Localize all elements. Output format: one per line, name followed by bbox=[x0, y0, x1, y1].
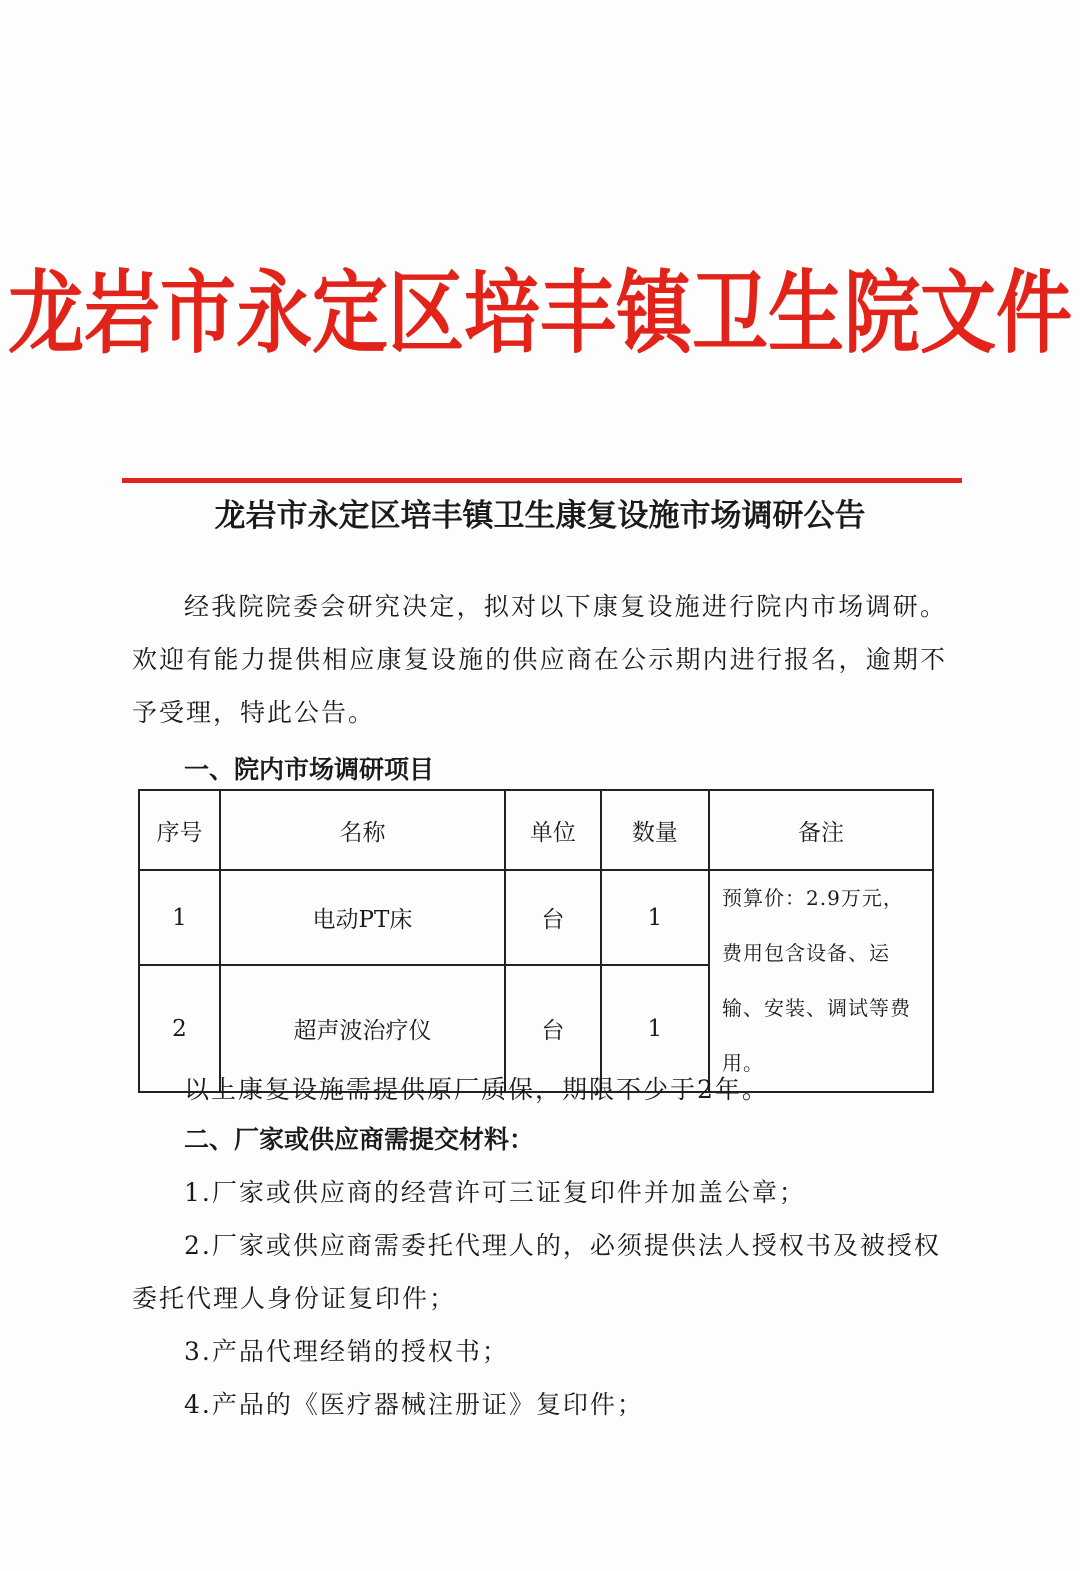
row-seq: 2 bbox=[139, 965, 220, 1092]
warranty-note: 以上康复设施需提供原厂质保，期限不少于2年。 bbox=[184, 1075, 769, 1104]
section-1-heading: 一、院内市场调研项目 bbox=[184, 755, 435, 784]
list-item: 3.产品代理经销的授权书； bbox=[184, 1337, 509, 1366]
list-item: 1.厂家或供应商的经营许可三证复印件并加盖公章； bbox=[184, 1178, 806, 1207]
red-divider bbox=[122, 478, 962, 483]
row-name: 超声波治疗仪 bbox=[220, 965, 505, 1092]
list-item: 4.产品的《医疗器械注册证》复印件； bbox=[184, 1390, 644, 1419]
row-seq: 1 bbox=[139, 870, 220, 965]
row-qty: 1 bbox=[601, 965, 709, 1092]
table-row bbox=[139, 870, 933, 965]
table-header-qty: 数量 bbox=[601, 790, 709, 870]
list-item: 2.厂家或供应商需委托代理人的，必须提供法人授权书及被授权委托代理人身份证复印件； bbox=[132, 1231, 941, 1313]
table-header-row bbox=[139, 790, 933, 870]
org-banner: 龙岩市永定区培丰镇卫生院文件 bbox=[8, 259, 1072, 365]
table-header-unit: 单位 bbox=[505, 790, 601, 870]
row-unit: 台 bbox=[505, 965, 601, 1092]
row-unit: 台 bbox=[505, 870, 601, 965]
document-title: 龙岩市永定区培丰镇卫生康复设施市场调研公告 bbox=[214, 498, 866, 534]
table-header-note: 备注 bbox=[709, 790, 933, 870]
survey-table bbox=[138, 789, 934, 1093]
row-note: 预算价：2.9万元，费用包含设备、运输、安装、调试等费用。 bbox=[709, 870, 933, 1092]
table-header-name: 名称 bbox=[220, 790, 505, 870]
row-qty: 1 bbox=[601, 870, 709, 965]
section-2-heading: 二、厂家或供应商需提交材料： bbox=[184, 1125, 535, 1154]
intro-paragraph: 经我院院委会研究决定，拟对以下康复设施进行院内市场调研。欢迎有能力提供相应康复设施的供应商在公示期内进行报名，逾期不予受理，特此公告。 bbox=[132, 592, 947, 727]
row-name: 电动PT床 bbox=[220, 870, 505, 965]
table-header-seq: 序号 bbox=[139, 790, 220, 870]
